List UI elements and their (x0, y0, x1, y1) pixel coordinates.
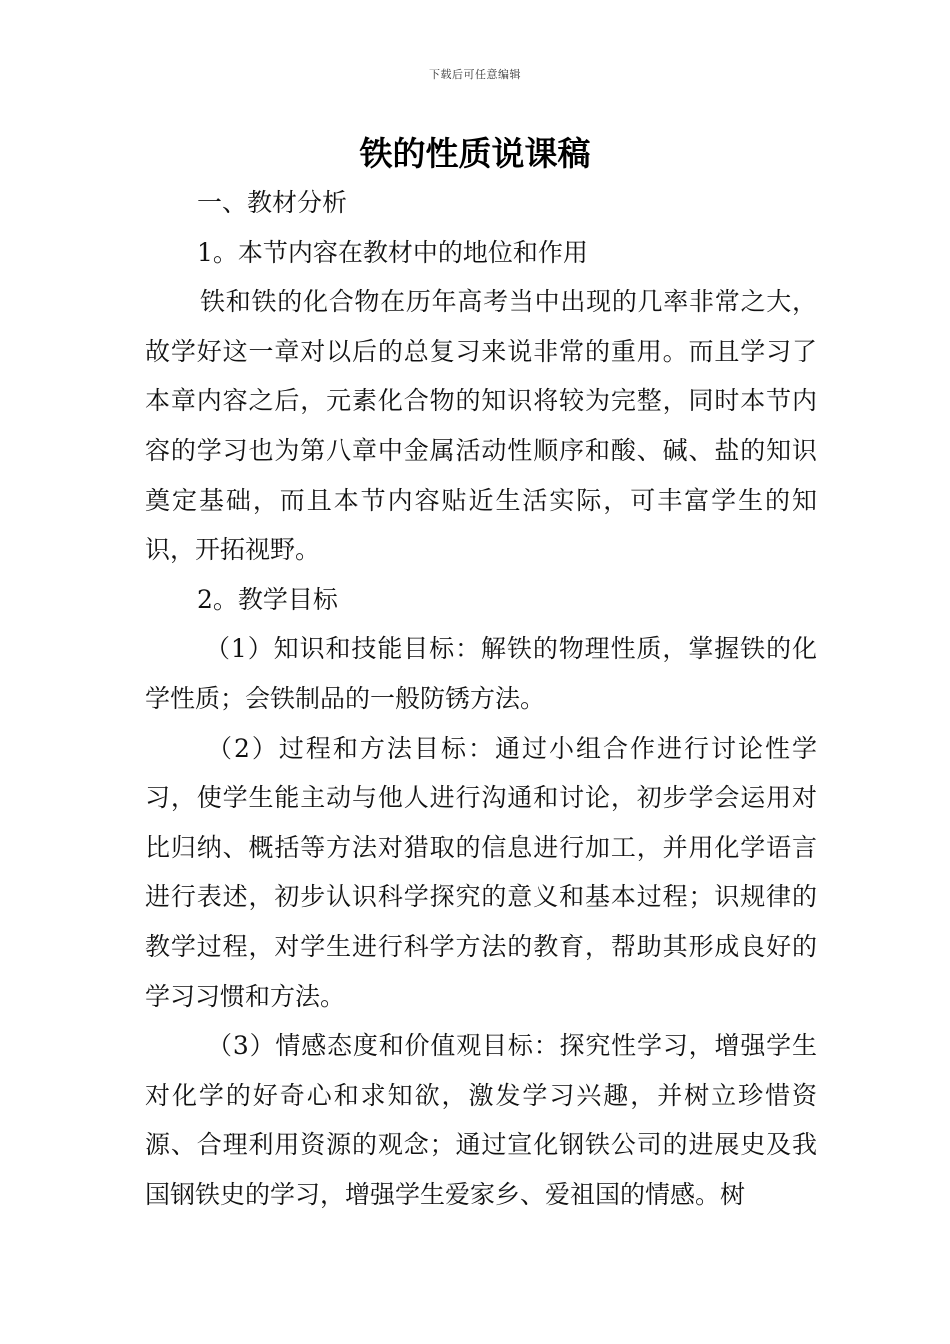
document-body (145, 178, 817, 1219)
goal-knowledge-skills: （1）知识和技能目标：解铁的物理性质，掌握铁的化学性质；会铁制品的一般防锈方法。 (145, 634, 817, 713)
section-heading-1: 一、教材分析 (197, 188, 348, 217)
subsection-heading-1-1: 1。本节内容在教材中的地位和作用 (197, 237, 588, 267)
goal-process-methods: （2）过程和方法目标：通过小组合作进行讨论性学习，使学生能主动与他人进行沟通和讨论，初步学会运用对比归纳、概括等方法对猎取的信息进行加工，并用化学语言进行表述，初步认识科学探究的意义和基本过程；识规律的教学过程，对学生进行科学方法的教育，帮助其形成良好的学习习惯和方法。 (145, 733, 817, 1011)
subsection-heading-1-2: 2。教学目标 (197, 584, 338, 614)
header-note: 下载后可任意编辑 (429, 68, 521, 81)
document-title: 铁的性质说课稿 (359, 134, 591, 173)
paragraph-position-role: 铁和铁的化合物在历年高考当中出现的几率非常之大，故学好这一章对以后的总复习来说非常的重用。而且学习了本章内容之后，元素化合物的知识将较为完整，同时本节内容的学习也为第八章中金属活动性顺序和酸、碱、盐的知识奠定基础，而且本节内容贴近生活实际，可丰富学生的知识，开拓视野。 (145, 287, 817, 565)
goal-emotion-values: （3）情感态度和价值观目标：探究性学习，增强学生对化学的好奇心和求知欲，激发学习兴趣，并树立珍惜资源、合理利用资源的观念；通过宣化钢铁公司的进展史及我国钢铁史的学习，增强学生爱家乡、爱祖国的情感。树 (145, 1031, 817, 1209)
